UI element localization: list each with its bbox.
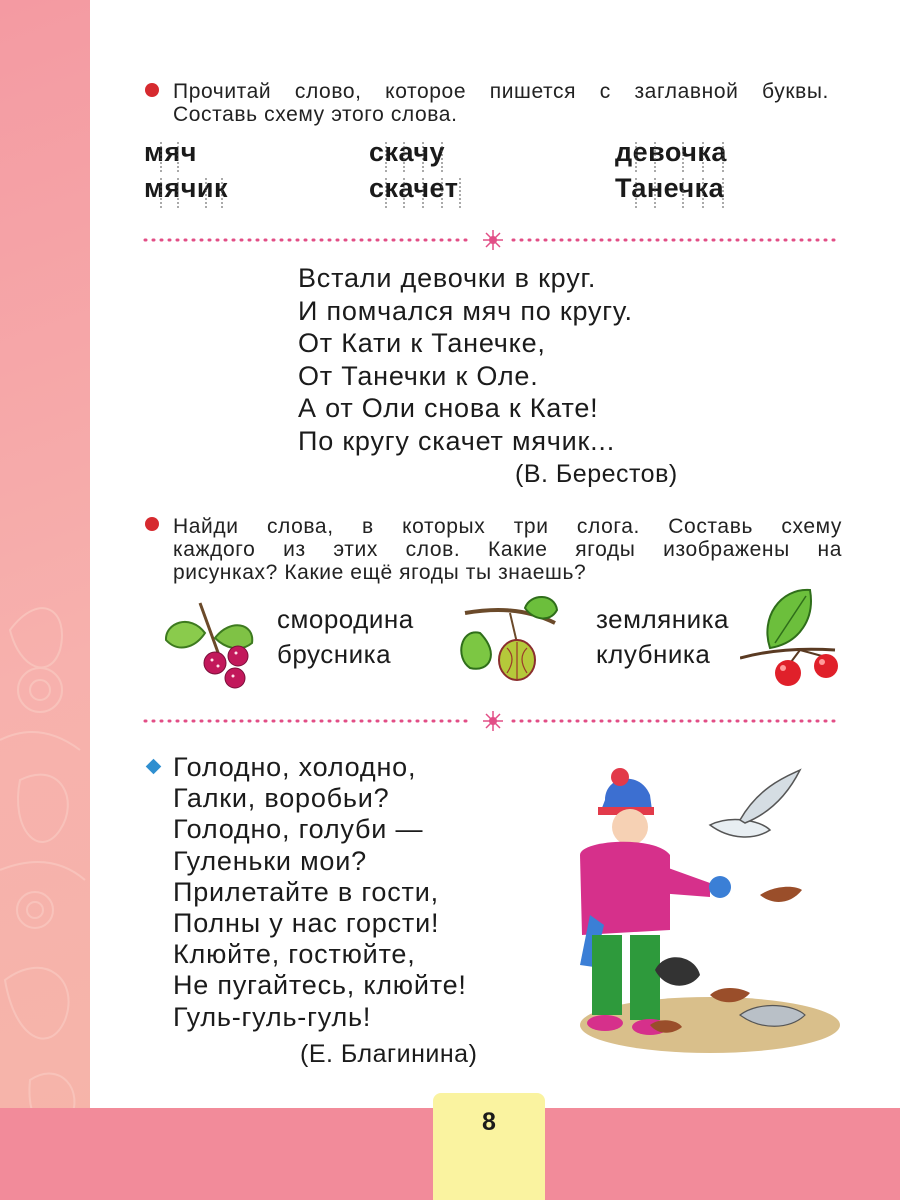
task-1-line: Составь схему этого слова. — [173, 103, 458, 126]
task-1-line: Прочитай слово, которое пишется с заглавной буквы. — [173, 80, 829, 103]
task-2-line: каждого из этих слов. Какие ягоды изображены на — [173, 538, 842, 561]
poem-blaginina — [173, 752, 467, 1033]
poem-line: Полны у нас горсти! — [173, 908, 440, 939]
poem-line: По кругу скачет мячик... — [298, 425, 616, 456]
raspberry-illustration — [160, 598, 260, 690]
syllable-marks — [140, 138, 780, 210]
cherry-illustration — [740, 588, 848, 688]
poem-line: А от Оли снова к Кате! — [298, 393, 599, 423]
poem-line: От Танечки к Оле. — [298, 360, 539, 391]
poem-line: Встали девочки в круг. — [298, 263, 597, 293]
word-col2-row1: скачу — [369, 137, 446, 167]
word-col3-row1: девочка — [615, 137, 727, 167]
gooseberry-illustration — [455, 588, 563, 690]
poem-line: Галки, воробьи? — [173, 783, 390, 814]
task-2-instruction — [173, 515, 842, 584]
poem-line: От Кати к Танечке, — [298, 328, 546, 358]
berry-word: смородина — [277, 604, 414, 634]
dotted-divider — [143, 230, 843, 250]
poem-line: Прилетайте в гости, — [173, 876, 439, 907]
word-col2-row2: скачет — [369, 173, 459, 203]
poem-berestov — [298, 262, 633, 457]
poem-line: Гуленьки мои? — [173, 845, 367, 876]
poem-line: Клюйте, гостюйте, — [173, 939, 416, 970]
poem-line: Голодно, голуби — — [173, 814, 424, 845]
berry-word: клубника — [596, 639, 711, 669]
word-col1-row1: мяч — [144, 137, 197, 167]
child-feeding-birds-illustration — [560, 765, 850, 1065]
task-bullet — [145, 83, 159, 97]
poem-author: (В. Берестов) — [515, 460, 678, 488]
poem-line: И помчался мяч по кругу. — [298, 295, 633, 326]
task-2-line: Найди слова, в которых три слога. Составь схему — [173, 515, 842, 538]
berry-word: брусника — [277, 639, 392, 669]
word-col1-row2: мячик — [144, 173, 229, 203]
task-2-line: рисунках? Какие ещё ягоды ты знаешь? — [173, 561, 587, 584]
task-bullet — [145, 517, 159, 531]
poem-author: (Е. Благинина) — [300, 1040, 478, 1068]
berry-word: земляника — [596, 604, 730, 634]
poem-line: Гуль-гуль-гуль! — [173, 1001, 372, 1032]
poem-line: Голодно, холодно, — [173, 752, 417, 782]
dotted-divider — [143, 711, 843, 731]
task-1-instruction — [173, 80, 829, 126]
poem-line: Не пугайтесь, клюйте! — [173, 970, 467, 1001]
page-number: 8 — [482, 1108, 496, 1136]
word-col3-row2: Танечка — [615, 173, 725, 203]
